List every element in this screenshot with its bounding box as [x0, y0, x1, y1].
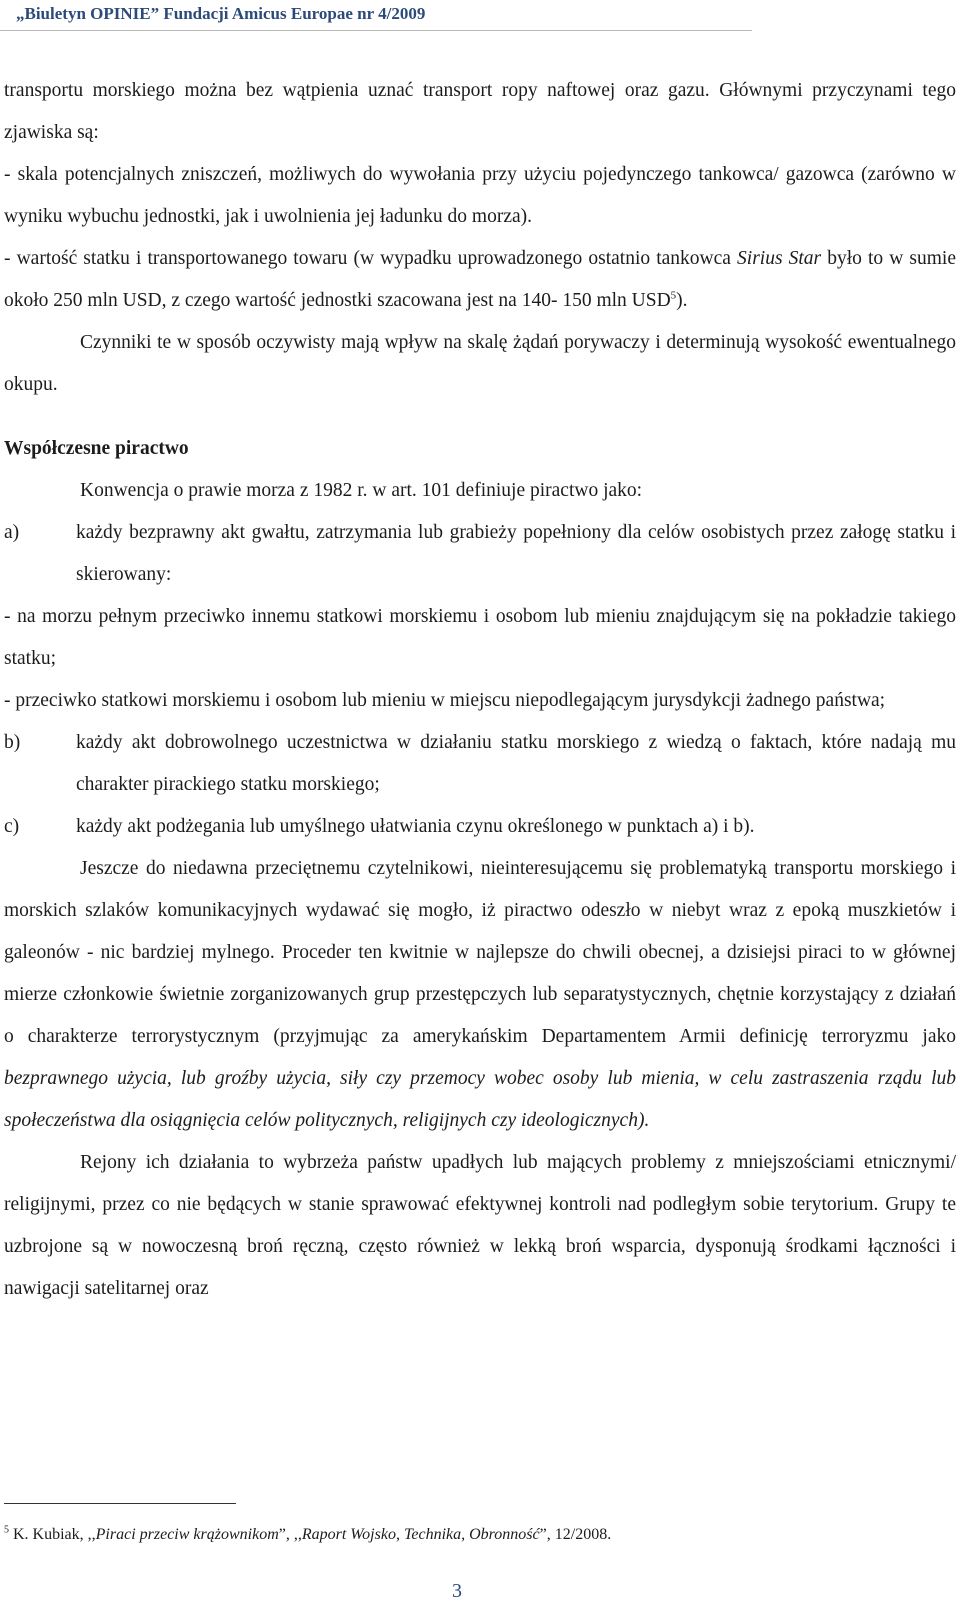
- text-run: Jeszcze do niedawna przeciętnemu czytelnikowi, nieinteresującemu się problematyką transportu morskiego i morskich szlaków komunikacyjnych wydawać się mogło, iż piractwo odeszło w niebyt wraz z epoką muszkietów i galeonów - nic bardziej mylnego. Proceder ten kwitnie w najlepsze do chwili obecnej, a dzisiejsi piraci to w głównej mierze członkowie świetnie zorganizowanych grup przestępczych lub separatystycznych, chętnie korzystający z działań o charakterze terrorystycznym (przyjmując za amerykańskim Departamentem Armii definicję terroryzmu jako: [4, 858, 956, 1047]
- paragraph: - na morzu pełnym przeciwko innemu statkowi morskiemu i osobom lub mieniu znajdującym się na pokładzie takiego statku;: [4, 606, 956, 669]
- list-item-text: każdy akt podżegania lub umyślnego ułatwiania czynu określonego w punktach a) i b).: [76, 816, 755, 837]
- footnote-number: 5: [4, 1524, 9, 1536]
- list-item-label: b): [4, 732, 21, 753]
- footnote-divider: [4, 1503, 236, 1504]
- footnote-ref[interactable]: 5: [670, 289, 677, 302]
- header-title: „Biuletyn OPINIE” Fundacji Amicus Europae nr 4/2009: [16, 4, 426, 23]
- paragraph: Konwencja o prawie morza z 1982 r. w art. 101 definiuje piractwo jako:: [80, 480, 643, 501]
- paragraph: transportu morskiego można bez wątpienia uznać transport ropy naftowej oraz gazu. Głównymi przyczynami tego zjawiska są:: [4, 80, 956, 143]
- paragraph: - przeciwko statkowi morskiemu i osobom lub mieniu w miejscu niepodlegającym jurysdykcji żadnego państwa;: [4, 690, 886, 711]
- page-body: [4, 70, 956, 1310]
- list-item-text: każdy akt dobrowolnego uczestnictwa w działaniu statku morskiego z wiedzą o faktach, które nadają mu charakter pirackiego statku morskiego;: [76, 732, 956, 795]
- text-run: K. Kubiak, ,,: [9, 1526, 96, 1543]
- list-item-text: każdy bezprawny akt gwałtu, zatrzymania lub grabieży popełniony dla celów osobistych przez załogę statku i skierowany:: [76, 522, 956, 585]
- ship-name: Sirius Star: [737, 248, 822, 269]
- paragraph: Czynniki te w sposób oczywisty mają wpływ na skalę żądań porywaczy i determinują wysokość ewentualnego okupu.: [4, 332, 956, 395]
- section-heading: Współczesne piractwo: [4, 438, 189, 459]
- paragraph: [4, 848, 956, 1142]
- quoted-definition: bezprawnego użycia, lub groźby użycia, siły czy przemocy wobec osoby lub mienia, w celu zastraszenia rządu lub społeczeństwa dla osiągnięcia celów politycznych, religijnych czy ideologicznych).: [4, 1068, 956, 1131]
- list-item-label: a): [4, 522, 20, 543]
- text-run: - wartość statku i transportowanego towaru (w wypadku uprowadzonego ostatnio tankowca: [4, 248, 738, 269]
- paragraph: - skala potencjalnych zniszczeń, możliwych do wywołania przy użyciu pojedynczego tankowca/ gazowca (zarówno w wyniku wybuchu jednostki, jak i uwolnienia jej ładunku do morza).: [4, 164, 956, 227]
- text-run: ).: [676, 290, 688, 311]
- paragraph: [4, 238, 956, 322]
- text-run: ”, 12/2008.: [539, 1526, 612, 1543]
- text-run: ”, ,,: [278, 1526, 302, 1543]
- article-title: Piraci przeciw krążownikom: [95, 1526, 279, 1543]
- list-item: [4, 806, 956, 848]
- footnote: [4, 1526, 611, 1544]
- text-run: było to w sumie około 250 mln USD, z czego wartość jednostki szacowana jest na 140- 150 mln USD: [4, 248, 956, 311]
- list-item-label: c): [4, 816, 20, 837]
- list-item: [4, 722, 956, 806]
- list-item: [4, 512, 956, 596]
- journal-title: Raport Wojsko, Technika, Obronność: [301, 1526, 540, 1543]
- header-divider: [0, 30, 752, 31]
- page-number: 3: [452, 1580, 462, 1602]
- paragraph: Rejony ich działania to wybrzeża państw upadłych lub mających problemy z mniejszościami etnicznymi/ religijnymi, przez co nie będących w stanie sprawować efektywnej kontroli nad podległym sobie terytorium. Grupy te uzbrojone są w nowoczesną broń ręczną, często również w lekką broń wsparcia, dysponują środkami łączności i nawigacji satelitarnej oraz: [4, 1152, 956, 1299]
